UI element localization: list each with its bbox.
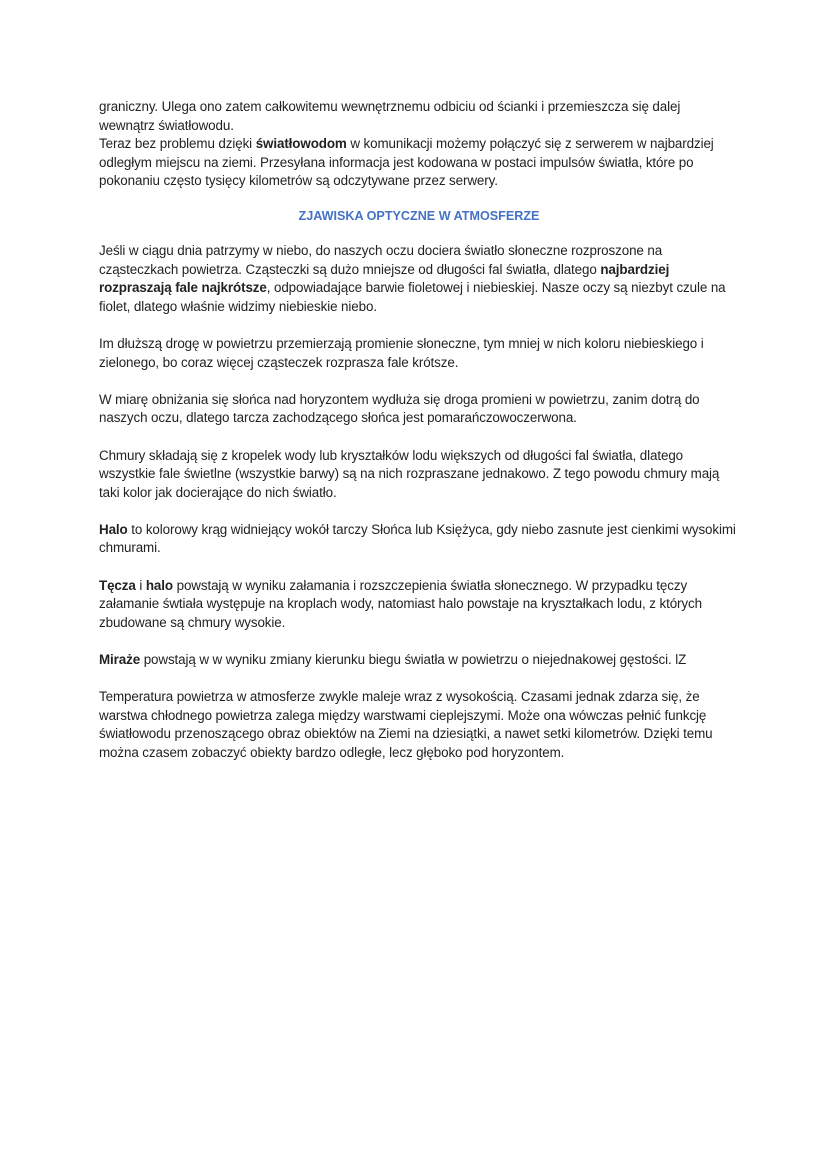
intro-paragraph-1: [99, 98, 739, 135]
mirage-bold-term: Miraże: [99, 652, 141, 668]
document-page: [99, 98, 739, 763]
longer-path-paragraph: [99, 335, 739, 372]
sunset-paragraph: [99, 391, 739, 428]
sky-text-post: , odpowiadające barwie fioletowej i niebieskiej. Nasze oczy są niezbyt czule na fiolet, dlatego właśnie widzimy niebieskie niebo.: [99, 280, 726, 314]
rainbow-halo-bold-term: halo: [145, 577, 173, 593]
temperature-paragraph: [99, 688, 739, 762]
clouds-text: Chmury składają się z kropelek wody lub kryształków lodu większych od długości fal światła, dlatego wszystkie fale świetlne (wszystkie barwy) są na nich rozpraszane jednakowo. Z tego powodu chmury mają taki kolor jak docierające do nich światło.: [99, 447, 720, 500]
rainbow-paragraph: [99, 577, 739, 633]
intro-text-post: w komunikacji możemy połączyć się z serwerem w najbardziej odległym miejscu na ziemi. Przesyłana informacja jest kodowana w postaci impulsów światła, które po pokonaniu często tysięcy kilometrów są odczytywane przez serwery.: [99, 136, 714, 189]
longer-path-text: Im dłuższą drogę w powietrzu przemierzają promienie słoneczne, tym mniej w nich koloru niebieskiego i zielonego, bo coraz więcej cząsteczek rozprasza fale krótsze.: [99, 335, 704, 370]
mirage-text: powstają w w wyniku zmiany kierunku biegu światła w powietrzu o niejednakowej gęstości. lZ: [140, 652, 687, 668]
rainbow-bold-term: Tęcza: [99, 577, 136, 593]
rainbow-and: i: [135, 577, 146, 593]
sunset-text: W miarę obniżania się słońca nad horyzontem wydłuża się droga promieni w powietrzu, zanim dotrą do naszych oczu, dlatego tarcza zachodzącego słońca jest pomarańczowoczerwona.: [99, 391, 700, 426]
halo-paragraph: [99, 521, 739, 558]
rainbow-text: powstają w wyniku załamania i rozszczepienia światła słonecznego. W przypadku tęczy załamanie śwtiała występuje na kroplach wody, natomiast halo powstaje na kryształkach lodu, z których zbudowane są chmury wysokie.: [99, 577, 702, 630]
sky-paragraph: [99, 242, 739, 316]
intro-paragraph-2: [99, 135, 739, 191]
intro-bold-term: światłowodom: [255, 136, 347, 152]
halo-bold-term: Halo: [99, 521, 128, 537]
sky-text-pre: Jeśli w ciągu dnia patrzymy w niebo, do naszych oczu dociera światło słoneczne rozproszone na cząsteczkach powietrza. Cząsteczki są dużo mniejsze od długości fal światła, dlatego: [99, 242, 663, 277]
halo-text: to kolorowy krąg widniejący wokół tarczy Słońca lub Księżyca, gdy niebo zasnute jest cienkimi wysokimi chmurami.: [99, 521, 736, 556]
intro-text-pre: Teraz bez problemu dzięki: [99, 136, 256, 152]
clouds-paragraph: [99, 447, 739, 503]
sky-bold-term: najbardziej rozpraszają fale najkrótsze: [99, 261, 670, 296]
section-heading: ZJAWISKA OPTYCZNE W ATMOSFERZE: [298, 208, 540, 223]
intro-text: graniczny. Ulega ono zatem całkowitemu wewnętrznemu odbiciu od ścianki i przemieszcza się dalej wewnątrz światłowodu.: [99, 99, 681, 133]
temperature-text: Temperatura powietrza w atmosferze zwykle maleje wraz z wysokością. Czasami jednak zdarza się, że warstwa chłodnego powietrza zalega między warstwami cieplejszymi. Może ona wówczas pełnić funkcję światłowodu przenoszącego obraz obiektów na Ziemi na dziesiątki, a nawet setki kilometrów. Dzięki temu można czasem zobaczyć obiekty bardzo odległe, lecz głęboko pod horyzontem.: [99, 689, 713, 760]
mirage-paragraph: [99, 651, 739, 670]
